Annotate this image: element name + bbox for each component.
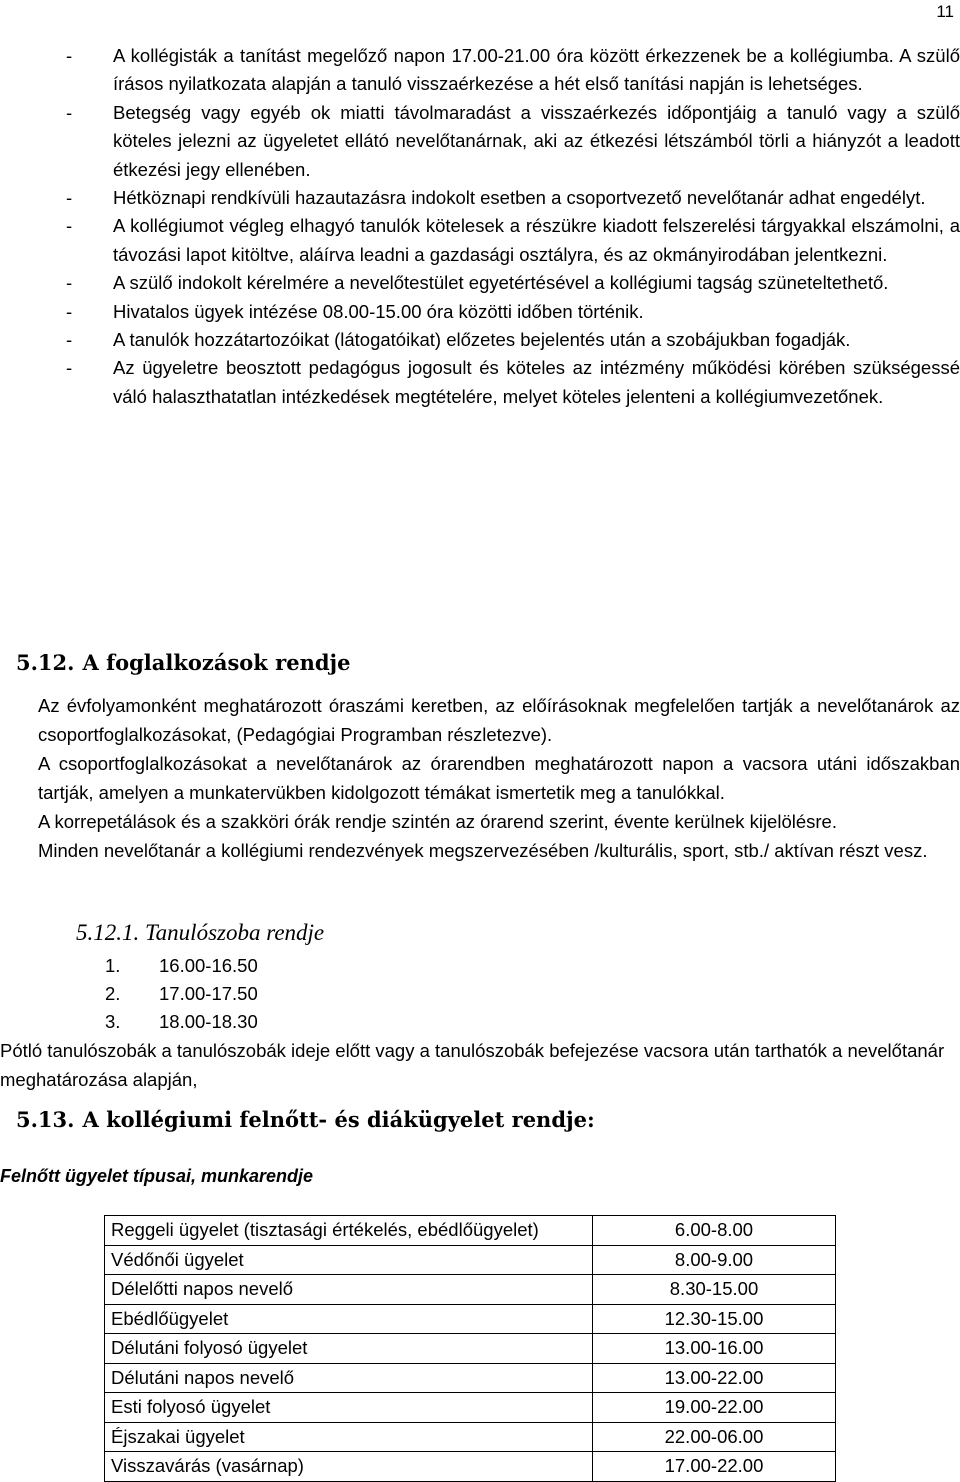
list-item bbox=[105, 980, 258, 1008]
duty-time-cell: 13.00-22.00 bbox=[593, 1363, 836, 1393]
list-item bbox=[0, 99, 960, 184]
bullet-text: A kollégiumot végleg elhagyó tanulók kötelesek a részükre kiadott felszerelési tárgyakkal elszámolni, a távozási lapot kitöltve, aláírva leadni a gazdasági osztályra, és az okmányirodában jelentkezni. bbox=[113, 215, 960, 265]
section-heading-512 bbox=[16, 650, 350, 675]
page-number: 11 bbox=[936, 2, 954, 21]
table-row bbox=[105, 1363, 836, 1393]
duty-name-cell: Ebédlőügyelet bbox=[105, 1304, 593, 1334]
rules-bullet-list bbox=[0, 42, 960, 411]
bullet-dash: - bbox=[66, 187, 73, 209]
item-time: 18.00-18.30 bbox=[159, 1011, 258, 1032]
list-item bbox=[0, 42, 960, 99]
item-time: 17.00-17.50 bbox=[159, 983, 258, 1004]
section-512-body bbox=[38, 691, 960, 865]
bullet-text: Az ügyeletre beosztott pedagógus jogosult és köteles az intézmény működési körében szükségessé váló halaszthatatlan intézkedések megtételére, melyet köteles jelenteni a kollégiumvezetőnek. bbox=[113, 357, 960, 407]
list-item bbox=[0, 269, 960, 297]
table-row bbox=[105, 1304, 836, 1334]
duty-name-cell: Délutáni folyosó ügyelet bbox=[105, 1334, 593, 1364]
duty-name-cell: Reggeli ügyelet (tisztasági értékelés, ebédlőügyelet) bbox=[105, 1216, 593, 1246]
duty-name-cell: Délutáni napos nevelő bbox=[105, 1363, 593, 1393]
bullet-text: A tanulók hozzátartozóikat (látogatóikat) előzetes bejelentés után a szobájukban fogadják. bbox=[113, 329, 851, 351]
bullet-text: A szülő indokolt kérelmére a nevelőtestület egyetértésével a kollégiumi tagság szüneteltethető. bbox=[113, 272, 889, 294]
list-item bbox=[0, 298, 960, 326]
list-item bbox=[0, 184, 960, 212]
list-item bbox=[0, 212, 960, 269]
paragraph: Minden nevelőtanár a kollégiumi rendezvények megszervezésében /kulturális, sport, stb./ aktívan részt vesz. bbox=[38, 840, 928, 861]
study-hall-times-list bbox=[105, 952, 258, 1036]
duty-time-cell: 8.30-15.00 bbox=[593, 1275, 836, 1305]
subsection-heading-5121: 5.12.1. Tanulószoba rendje bbox=[76, 920, 325, 945]
duty-time-cell: 6.00-8.00 bbox=[593, 1216, 836, 1246]
paragraph: Pótló tanulószobák a tanulószobák ideje előtt vagy a tanulószobák befejezése vacsora után tarthatók a nevelőtanár meghatározása alapján, bbox=[0, 1040, 945, 1090]
duty-name-cell: Visszavárás (vasárnap) bbox=[105, 1452, 593, 1482]
duty-name-cell: Délelőtti napos nevelő bbox=[105, 1275, 593, 1305]
list-item bbox=[105, 1008, 258, 1036]
item-number: 2. bbox=[105, 983, 121, 1004]
table-row bbox=[105, 1452, 836, 1482]
duty-name-cell: Esti folyosó ügyelet bbox=[105, 1393, 593, 1423]
duty-time-cell: 8.00-9.00 bbox=[593, 1245, 836, 1275]
bullet-dash: - bbox=[66, 300, 73, 322]
bullet-dash: - bbox=[66, 329, 73, 351]
duty-time-cell: 13.00-16.00 bbox=[593, 1334, 836, 1364]
bullet-dash: - bbox=[66, 272, 73, 294]
bullet-text: Hétköznapi rendkívüli hazautazásra indokolt esetben a csoportvezető nevelőtanár adhat engedélyt. bbox=[113, 187, 926, 209]
table-row bbox=[105, 1422, 836, 1452]
bullet-dash: - bbox=[66, 357, 73, 379]
paragraph: A korrepetálások és a szakköri órák rendje szintén az órarend szerint, évente kerülnek kijelölésre. bbox=[38, 811, 837, 832]
duty-time-cell: 12.30-15.00 bbox=[593, 1304, 836, 1334]
item-number: 3. bbox=[105, 1011, 121, 1032]
section-heading-513 bbox=[16, 1107, 595, 1132]
list-item bbox=[0, 354, 960, 411]
table-row bbox=[105, 1393, 836, 1423]
duty-time-cell: 19.00-22.00 bbox=[593, 1393, 836, 1423]
duty-name-cell: Védőnői ügyelet bbox=[105, 1245, 593, 1275]
table-row bbox=[105, 1275, 836, 1305]
bullet-dash: - bbox=[66, 215, 73, 237]
bullet-text: Hivatalos ügyek intézése 08.00-15.00 óra közötti időben történik. bbox=[113, 300, 644, 322]
section-number: 5.12. bbox=[16, 650, 75, 675]
paragraph: A csoportfoglalkozásokat a nevelőtanárok az órarendben meghatározott napon a vacsora utáni időszakban tartják, amelyen a munkatervükben kidolgozott témákat ismertetik meg a tanulókkal. bbox=[38, 753, 960, 803]
section-number: 5.13. bbox=[16, 1107, 75, 1132]
duty-time-cell: 22.00-06.00 bbox=[593, 1422, 836, 1452]
bullet-dash: - bbox=[66, 101, 73, 123]
list-item bbox=[105, 952, 258, 980]
item-number: 1. bbox=[105, 955, 121, 976]
duty-schedule-table bbox=[104, 1215, 836, 1482]
table-row bbox=[105, 1216, 836, 1246]
table-row bbox=[105, 1334, 836, 1364]
duty-name-cell: Éjszakai ügyelet bbox=[105, 1422, 593, 1452]
item-time: 16.00-16.50 bbox=[159, 955, 258, 976]
closing-paragraph bbox=[0, 1036, 960, 1094]
section-title: A kollégiumi felnőtt- és diákügyelet rendje: bbox=[82, 1107, 595, 1132]
paragraph: Az évfolyamonként meghatározott óraszámi keretben, az előírásoknak megfelelően tartják a nevelőtanárok az csoportfoglalkozásokat, (Pedagógiai Programban részletezve). bbox=[38, 695, 960, 745]
section-title: A foglalkozások rendje bbox=[82, 650, 351, 675]
bullet-text: Betegség vagy egyéb ok miatti távolmaradást a visszaérkezés időpontjáig a tanuló vagy a szülő köteles jelezni az ügyeletet ellátó nevelőtanárnak, aki az étkezési létszámból törli a hiányzót a leadott étkezési jegy ellenében. bbox=[113, 101, 960, 180]
bullet-text: A kollégisták a tanítást megelőző napon 17.00-21.00 óra között érkezzenek be a kollégiumba. A szülő írásos nyilatkozata alapján a tanuló visszaérkezése a hét első tanítási napján is lehetséges. bbox=[113, 45, 960, 95]
duty-table-title: Felnőtt ügyelet típusai, munkarendje bbox=[0, 1166, 314, 1186]
list-item bbox=[0, 326, 960, 354]
duty-time-cell: 17.00-22.00 bbox=[593, 1452, 836, 1482]
bullet-dash: - bbox=[66, 45, 73, 66]
table-row bbox=[105, 1245, 836, 1275]
